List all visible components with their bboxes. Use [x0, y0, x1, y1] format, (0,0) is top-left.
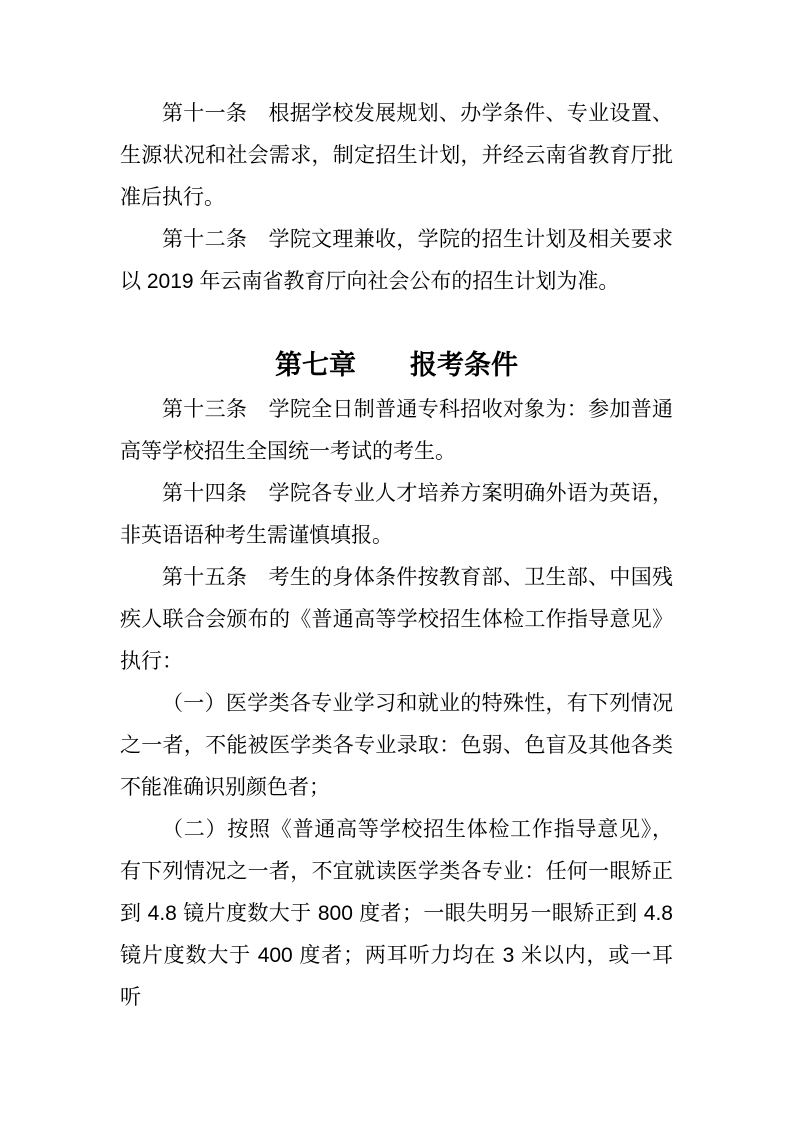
- text-line: 第十五条 考生的身体条件按教育部、卫生部、中国残: [162, 566, 673, 589]
- text-line: 第十二条 学院文理兼收，学院的招生计划及相关要求: [162, 228, 673, 251]
- text-line: 第十三条 学院全日制普通专科招收对象为：参加普通: [162, 398, 673, 421]
- paragraph-article-11: [120, 93, 673, 219]
- text-line: 疾人联合会颁布的《普通高等学校招生体检工作指导意见》: [120, 608, 673, 631]
- text-line: 高等学校招生全国统一考试的考生。: [120, 440, 456, 463]
- text-line: 执行：: [120, 650, 183, 673]
- chapter-heading: 第七章 报考条件: [275, 350, 518, 380]
- text-line: 镜片度数大于 400 度者；两耳听力均在 3 米以内，或一耳听: [120, 944, 673, 1009]
- text-line: 不能准确识别颜色者；: [120, 776, 330, 799]
- text-line: （一）医学类各专业学习和就业的特殊性，有下列情况: [162, 692, 673, 715]
- text-line: 准后执行。: [120, 186, 225, 209]
- text-line: 第十一条 根据学校发展规划、办学条件、专业设置、: [162, 102, 673, 125]
- text-line: 生源状况和社会需求，制定招生计划，并经云南省教育厅批: [120, 144, 673, 167]
- paragraph-item-1: [120, 683, 673, 809]
- text-line: （二）按照《普通高等学校招生体检工作指导意见》，: [162, 818, 673, 841]
- text-line: 之一者，不能被医学类各专业录取：色弱、色盲及其他各类: [120, 734, 673, 757]
- text-line: 以 2019 年云南省教育厅向社会公布的招生计划为准。: [120, 270, 620, 293]
- text-line: 非英语语种考生需谨慎填报。: [120, 524, 393, 547]
- paragraph-article-14: [120, 473, 673, 557]
- paragraph-article-15: [120, 557, 673, 683]
- paragraph-article-13: [120, 389, 673, 473]
- text-line: 有下列情况之一者，不宜就读医学类各专业：任何一眼矫正: [120, 860, 673, 883]
- text-line: 第十四条 学院各专业人才培养方案明确外语为英语，: [162, 482, 673, 505]
- text-line: 到 4.8 镜片度数大于 800 度者；一眼失明另一眼矫正到 4.8: [120, 902, 673, 925]
- paragraph-article-12: [120, 219, 673, 303]
- paragraph-item-2: [120, 809, 673, 1019]
